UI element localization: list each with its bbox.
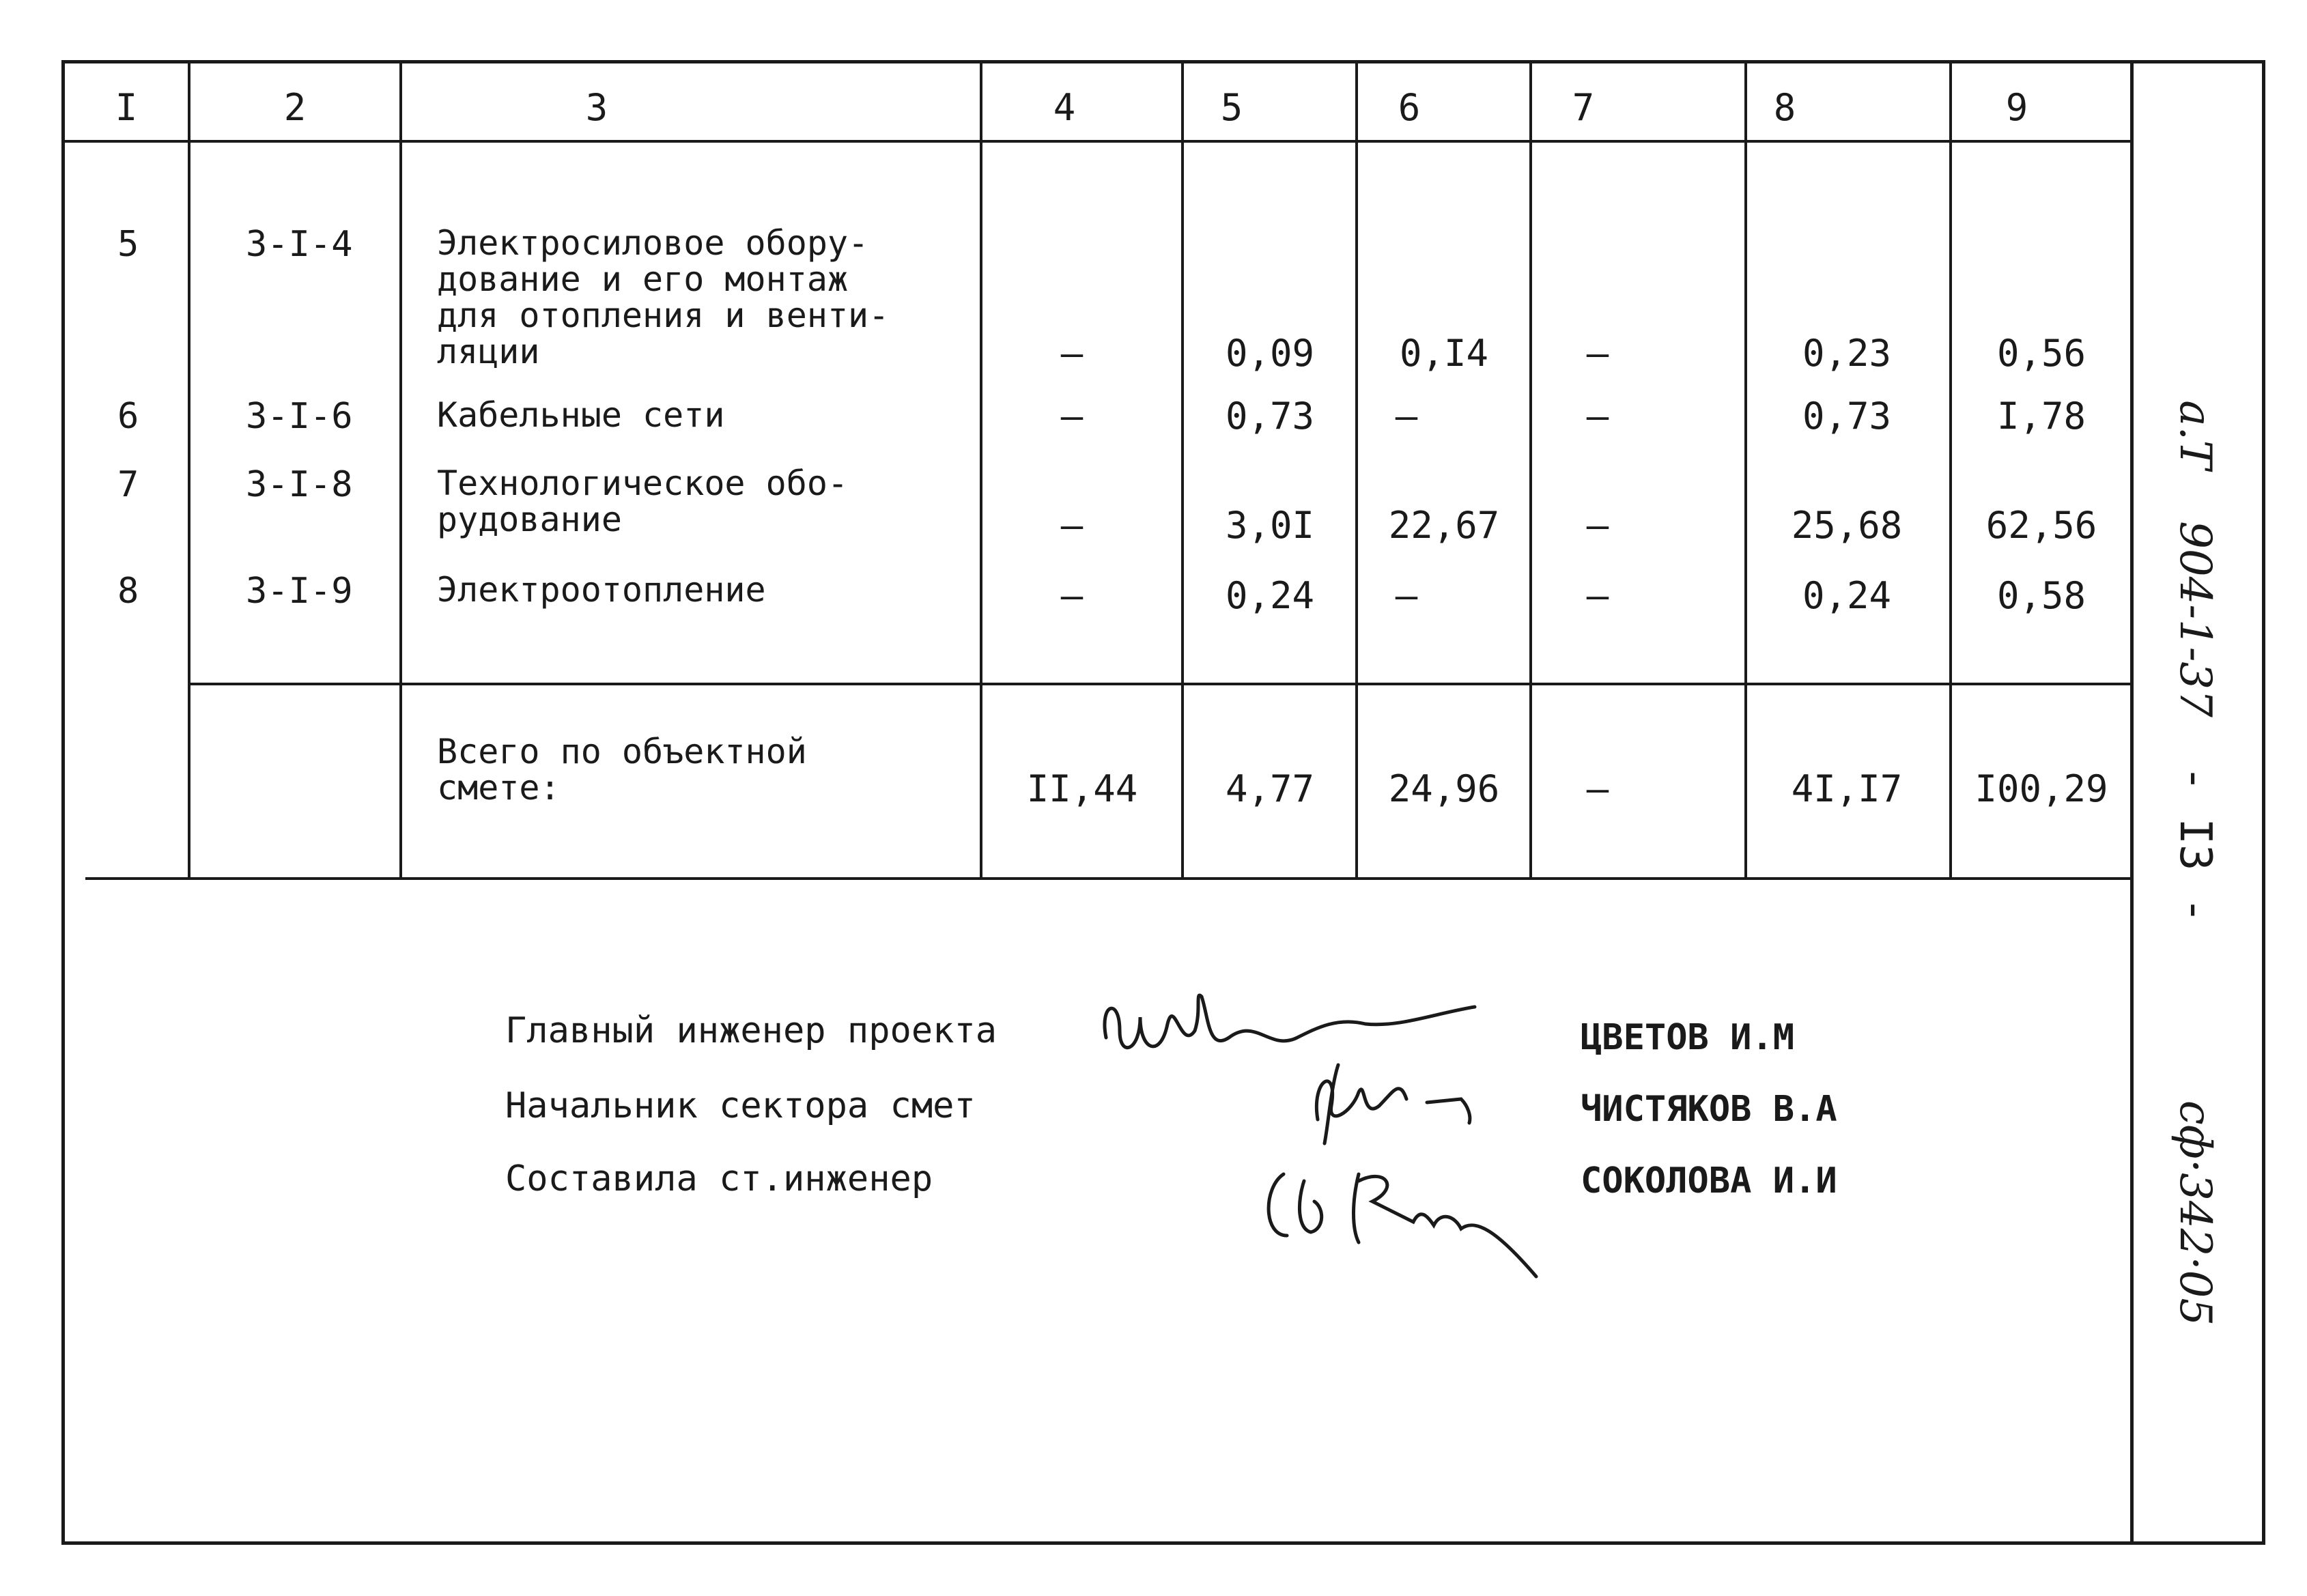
header-col-3: 3 bbox=[585, 86, 608, 129]
row-col-8: 0,23 bbox=[1802, 332, 1892, 375]
row-col-6: – bbox=[1395, 574, 1418, 617]
row-col-9: I,78 bbox=[1996, 395, 2086, 438]
stamp-page-number: - I3 - bbox=[2170, 765, 2220, 924]
stamp-column bbox=[2144, 369, 2246, 1393]
row-number: 5 bbox=[117, 224, 139, 265]
signature-name: ЦВЕТОВ И.М bbox=[1581, 1017, 1795, 1058]
stamp-album: а.Т bbox=[2170, 400, 2220, 470]
row-col-7: – bbox=[1586, 332, 1609, 375]
col-line-8 bbox=[1949, 60, 1952, 879]
row-col-7: – bbox=[1586, 395, 1609, 438]
row-col-7: – bbox=[1586, 574, 1609, 617]
row-col-9: 62,56 bbox=[1985, 504, 2097, 547]
col-line-1 bbox=[188, 60, 190, 879]
row-name: Кабельные сети bbox=[437, 395, 725, 435]
row-name: Электросиловое обору- дование и его монтаж для отопления и венти- ляции bbox=[437, 223, 890, 371]
header-col-8: 8 bbox=[1773, 86, 1796, 129]
row-number: 8 bbox=[117, 571, 139, 612]
row-col-9: 0,56 bbox=[1996, 332, 2086, 375]
row-col-8: 25,68 bbox=[1791, 504, 1903, 547]
col-line-2 bbox=[399, 60, 402, 879]
row-name: Технологическое обо- рудование bbox=[437, 464, 849, 539]
col-line-5 bbox=[1355, 60, 1358, 879]
table-bottom bbox=[85, 877, 2130, 880]
row-code: 3-I-8 bbox=[246, 464, 353, 505]
header-col-9: 9 bbox=[2005, 86, 2028, 129]
row-col-4: – bbox=[1060, 332, 1084, 375]
header-col-7: 7 bbox=[1572, 86, 1595, 129]
row-col-8: 0,24 bbox=[1802, 574, 1892, 617]
total-separator bbox=[188, 683, 2130, 685]
row-col-5: 0,09 bbox=[1225, 332, 1315, 375]
header-col-6: 6 bbox=[1398, 86, 1421, 129]
row-col-7: – bbox=[1586, 504, 1609, 547]
row-col-6: 0,I4 bbox=[1399, 332, 1489, 375]
header-separator bbox=[61, 140, 2130, 143]
header-col-2: 2 bbox=[283, 86, 307, 129]
stamp-document-code: сф·342·05 bbox=[2170, 1100, 2220, 1326]
col-line-4 bbox=[1181, 60, 1184, 879]
total-col-6: 24,96 bbox=[1388, 767, 1500, 810]
stamp-project-number: 904-1-37 bbox=[2170, 521, 2220, 717]
signature-title: Составила ст.инженер bbox=[505, 1158, 933, 1199]
row-col-5: 3,0I bbox=[1225, 504, 1315, 547]
col-line-6 bbox=[1529, 60, 1532, 879]
row-col-8: 0,73 bbox=[1802, 395, 1892, 438]
total-col-8: 4I,I7 bbox=[1791, 767, 1903, 810]
row-col-6: 22,67 bbox=[1388, 504, 1500, 547]
row-col-5: 0,24 bbox=[1225, 574, 1315, 617]
handwritten-signature-2 bbox=[1297, 1051, 1488, 1147]
row-col-4: – bbox=[1060, 574, 1084, 617]
row-col-4: – bbox=[1060, 395, 1084, 438]
header-col-4: 4 bbox=[1053, 86, 1076, 129]
row-number: 7 bbox=[117, 464, 139, 505]
total-col-9: I00,29 bbox=[1975, 767, 2108, 810]
signature-title: Начальник сектора смет bbox=[505, 1085, 976, 1126]
row-col-6: – bbox=[1395, 395, 1418, 438]
col-line-7 bbox=[1744, 60, 1747, 879]
total-col-4: II,44 bbox=[1026, 767, 1138, 810]
header-col-5: 5 bbox=[1220, 86, 1243, 129]
header-col-1: I bbox=[115, 86, 138, 129]
stamp-column-separator bbox=[2130, 60, 2134, 1545]
row-col-9: 0,58 bbox=[1996, 574, 2086, 617]
handwritten-signature-3 bbox=[1249, 1147, 1550, 1283]
row-col-5: 0,73 bbox=[1225, 395, 1315, 438]
row-number: 6 bbox=[117, 396, 139, 437]
signature-name: ЧИСТЯКОВ В.А bbox=[1581, 1089, 1837, 1130]
row-name: Электроотопление bbox=[437, 570, 766, 610]
total-col-7: – bbox=[1586, 767, 1609, 810]
total-label: Всего по объектной смете: bbox=[437, 732, 807, 808]
row-code: 3-I-9 bbox=[246, 571, 353, 612]
signature-name: СОКОЛОВА И.И bbox=[1581, 1160, 1837, 1201]
col-line-3 bbox=[980, 60, 982, 879]
row-code: 3-I-4 bbox=[246, 224, 353, 265]
total-col-5: 4,77 bbox=[1225, 767, 1315, 810]
row-col-4: – bbox=[1060, 504, 1084, 547]
signature-title: Главный инженер проекта bbox=[505, 1010, 997, 1051]
row-code: 3-I-6 bbox=[246, 396, 353, 437]
